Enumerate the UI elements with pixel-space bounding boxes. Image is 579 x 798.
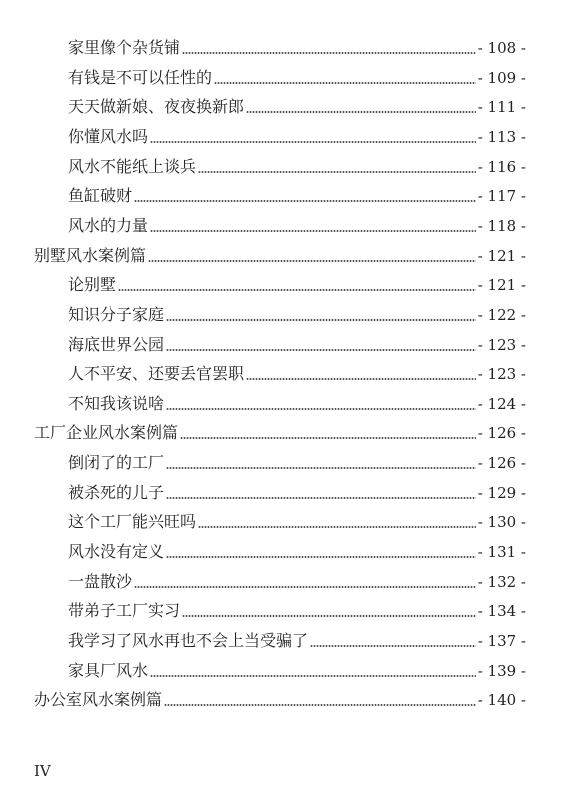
toc-entry — [68, 568, 526, 592]
toc-entry-page: - 122 - — [477, 305, 526, 324]
toc-entry — [68, 271, 526, 295]
toc-entry-title: 海底世界公园 — [68, 334, 165, 354]
dot-leader — [198, 526, 476, 528]
dot-leader — [150, 230, 476, 232]
toc-entry — [68, 449, 526, 473]
toc-entry-page: - 131 - — [477, 543, 526, 562]
dot-leader — [166, 467, 476, 469]
dot-leader — [310, 645, 476, 647]
dot-leader — [166, 408, 476, 410]
toc-entry-title: 家具厂风水 — [68, 660, 149, 680]
toc-entry-page: - 121 - — [477, 276, 526, 295]
toc-entry-title: 不知我该说啥 — [68, 393, 165, 413]
toc-entry-page: - 126 - — [477, 424, 526, 443]
toc-entry — [68, 93, 526, 117]
toc-entry-page: - 116 - — [477, 157, 526, 176]
toc-entry — [68, 153, 526, 177]
toc-entry-title: 你懂风水吗 — [68, 126, 149, 146]
dot-leader — [164, 704, 476, 706]
toc-entry-title: 有钱是不可以任性的 — [68, 67, 213, 87]
toc-entry-page: - 117 - — [477, 187, 526, 206]
toc-entry — [68, 508, 526, 532]
dot-leader — [182, 52, 476, 54]
toc-entry-page: - 111 - — [477, 98, 526, 117]
dot-leader — [150, 141, 476, 143]
toc-entry-page: - 132 - — [477, 572, 526, 591]
toc-entry-page: - 139 - — [477, 661, 526, 680]
toc-entry-page: - 109 - — [477, 68, 526, 87]
toc-entry — [68, 627, 526, 651]
toc-entry — [68, 538, 526, 562]
toc-entry — [68, 182, 526, 206]
toc-entry-title: 风水不能纸上谈兵 — [68, 156, 197, 176]
toc-entry — [68, 390, 526, 414]
toc-entry-title: 别墅风水案例篇 — [34, 245, 147, 265]
dot-leader — [166, 556, 476, 558]
toc-entry-title: 知识分子家庭 — [68, 304, 165, 324]
dot-leader — [180, 437, 476, 439]
dot-leader — [134, 586, 476, 588]
toc-entry-title: 办公室风水案例篇 — [34, 690, 163, 710]
toc-entry-page: - 118 - — [477, 216, 526, 235]
toc-entry — [68, 34, 526, 58]
toc-entry-title: 鱼缸破财 — [68, 186, 133, 206]
toc-entry-page: - 108 - — [477, 39, 526, 57]
toc-entry-page: - 129 - — [477, 483, 526, 502]
toc-entry-page: - 137 - — [477, 632, 526, 650]
toc-entry-page: - 121 - — [477, 246, 526, 265]
dot-leader — [148, 260, 476, 262]
toc-entry-title: 工厂企业风水案例篇 — [34, 423, 179, 443]
toc-section-entry — [34, 419, 526, 443]
toc-entry — [68, 301, 526, 325]
dot-leader — [182, 615, 476, 617]
dot-leader — [166, 319, 476, 321]
toc-entry-title: 一盘散沙 — [68, 571, 133, 591]
toc-entry-page: - 113 - — [477, 127, 526, 146]
toc-entry-title: 论别墅 — [68, 275, 117, 295]
toc-entry — [68, 212, 526, 236]
toc-entry-title: 天天做新娘、夜夜换新郎 — [68, 97, 245, 117]
toc-entry — [68, 597, 526, 621]
toc-entry-title: 风水没有定义 — [68, 542, 165, 562]
toc-entry — [68, 479, 526, 503]
toc-entry-page: - 123 - — [477, 365, 526, 384]
dot-leader — [246, 111, 476, 113]
toc-entry-page: - 140 - — [477, 691, 526, 710]
toc-entry-page: - 130 - — [477, 513, 526, 532]
toc-entry-page: - 134 - — [477, 602, 526, 621]
dot-leader — [166, 497, 476, 499]
dot-leader — [118, 289, 476, 291]
toc-entry-page: - 124 - — [477, 394, 526, 413]
toc-entry — [68, 123, 526, 147]
toc-entry-title: 家里像个杂货铺 — [68, 38, 181, 57]
toc-entry-page: - 126 - — [477, 454, 526, 473]
dot-leader — [214, 82, 476, 84]
toc-entry-title: 倒闭了的工厂 — [68, 453, 165, 473]
toc-section-entry — [34, 242, 526, 266]
dot-leader — [246, 378, 476, 380]
toc-entry-page: - 123 - — [477, 335, 526, 354]
dot-leader — [198, 171, 476, 173]
dot-leader — [150, 675, 476, 677]
toc-entry-title: 人不平安、还要丢官罢职 — [68, 364, 245, 384]
toc-entry-title: 我学习了风水再也不会上当受骗了 — [68, 631, 309, 650]
toc-entry-title: 风水的力量 — [68, 215, 149, 235]
toc-entry — [68, 64, 526, 88]
toc-entry-title: 这个工厂能兴旺吗 — [68, 512, 197, 532]
page-number: IV — [34, 762, 51, 780]
dot-leader — [166, 349, 476, 351]
toc-entry-title: 带弟子工厂实习 — [68, 601, 181, 621]
toc-entry — [68, 331, 526, 355]
dot-leader — [134, 200, 476, 202]
toc-section-entry — [34, 686, 526, 710]
toc-entry-title: 被杀死的儿子 — [68, 482, 165, 502]
toc-entry — [68, 657, 526, 681]
toc-entry — [68, 360, 526, 384]
